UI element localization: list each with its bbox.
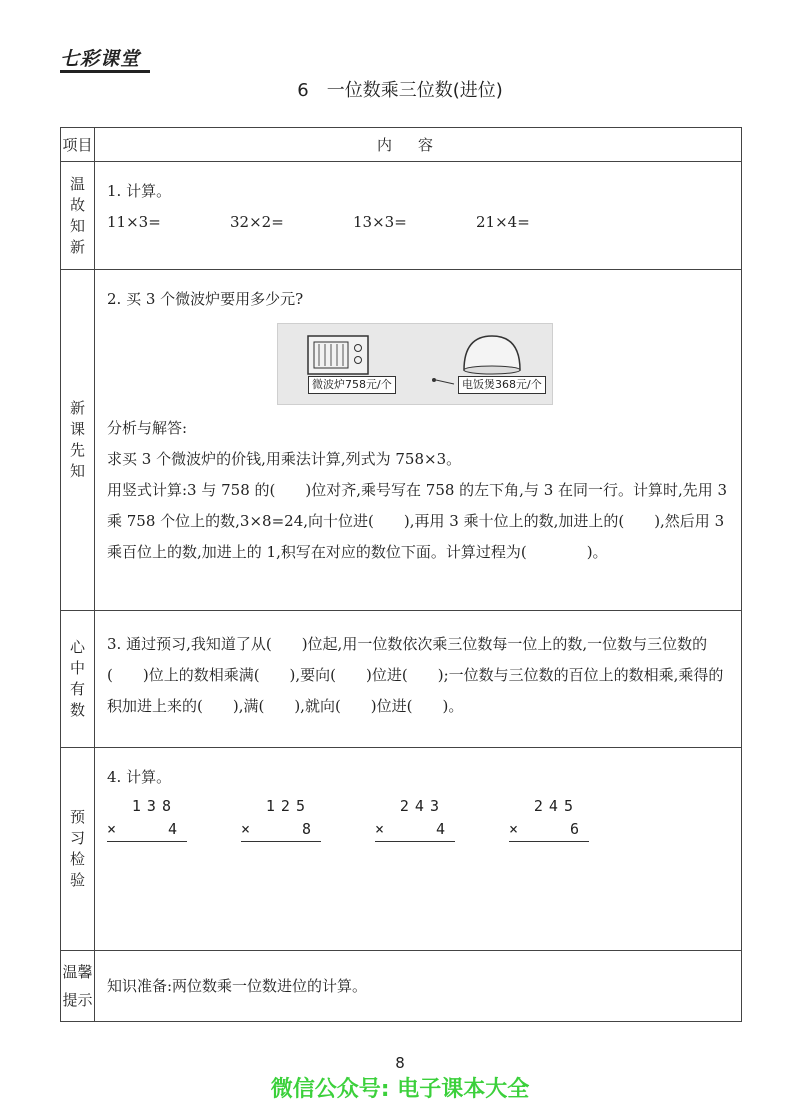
header-content: 内容 xyxy=(95,128,742,162)
vertical-label: 心中有数 xyxy=(69,638,85,719)
multiplier: 4 xyxy=(435,820,445,838)
analysis-line-2: 用竖式计算:3 与 758 的( )位对齐,乘号写在 758 的左下角,与 3 在同一行。计算时,先用 3 乘 758 个位上的数,3×8=24,向十位进( ),再用 3 乘十位上的数,加进上的( ),然后用 3 乘百位上的数,加进上的 1,积写在对应的数位下面。计算过程为( )。 xyxy=(107,481,728,561)
vertical-problem xyxy=(107,795,187,842)
vertical-label: 温故知新 xyxy=(69,174,85,256)
calc-item: 11×3= xyxy=(107,213,161,231)
vertical-problem xyxy=(509,795,589,842)
tip-text: 知识准备:两位数乘一位数进位的计算。 xyxy=(107,976,368,995)
check-content xyxy=(95,748,742,951)
row-tip xyxy=(61,951,742,1022)
watermark: 微信公众号: 电子课本大全 xyxy=(270,1077,530,1102)
analysis-line-1: 求买 3 个微波炉的价钱,用乘法计算,列式为 758×3。 xyxy=(107,450,462,468)
appliance-figure xyxy=(277,323,553,405)
multiplicand: 138 xyxy=(131,797,177,815)
worksheet-table xyxy=(60,127,742,1022)
vertical-problem xyxy=(241,795,321,842)
row-label-check xyxy=(61,748,95,951)
row-label-new-lesson xyxy=(61,270,95,611)
vertical-problem xyxy=(375,795,455,842)
row-label-review xyxy=(61,162,95,270)
row-label-summary xyxy=(61,611,95,748)
calc-item: 13×3= xyxy=(353,213,407,231)
brand-underline xyxy=(60,70,150,73)
analysis-title: 分析与解答: xyxy=(107,419,188,437)
summary-content xyxy=(95,611,742,748)
tip-content xyxy=(95,951,742,1022)
table-header-row xyxy=(61,128,742,162)
page-title: 6 一位数乘三位数(进位) xyxy=(297,80,503,101)
question-2: 2. 买 3 个微波炉要用多少元? xyxy=(107,290,304,308)
calc-item: 32×2= xyxy=(230,213,284,231)
times-sign: × xyxy=(107,820,117,838)
header-project: 项目 xyxy=(61,128,95,162)
review-content xyxy=(95,162,742,270)
multiplicand: 243 xyxy=(399,797,445,815)
question-3: 3. 通过预习,我知道了从( )位起,用一位数依次乘三位数每一位上的数,一位数与三位数的( )位上的数相乘满( ),要向( )位进( );一位数与三位数的百位上的数相乘,乘得的积加进上来的( ),满( ),就向( )位进( )。 xyxy=(107,635,724,715)
calc-line xyxy=(107,207,729,238)
vertical-problems xyxy=(107,795,729,842)
multiplier: 4 xyxy=(167,820,177,838)
brand-logo xyxy=(60,44,150,70)
microwave-price-tag: 微波炉758元/个 xyxy=(308,376,396,394)
multiplicand: 245 xyxy=(533,797,579,815)
vertical-label: 温馨提示 xyxy=(62,963,93,1009)
question-4: 4. 计算。 xyxy=(107,768,172,786)
multiplicand: 125 xyxy=(265,797,311,815)
times-sign: × xyxy=(509,820,519,838)
vertical-label: 新课先知 xyxy=(69,399,85,480)
row-new-lesson xyxy=(61,270,742,611)
calc-item: 21×4= xyxy=(476,213,530,231)
row-review xyxy=(61,162,742,270)
multiplier: 6 xyxy=(569,820,579,838)
multiplier: 8 xyxy=(301,820,311,838)
row-summary xyxy=(61,611,742,748)
question-1: 1. 计算。 xyxy=(107,182,172,200)
times-sign: × xyxy=(241,820,251,838)
cooker-price-tag: 电饭煲368元/个 xyxy=(458,376,546,394)
new-lesson-content xyxy=(95,270,742,611)
row-check xyxy=(61,748,742,951)
brand-text: 七彩课堂 xyxy=(60,48,141,70)
page-number: 8 xyxy=(395,1054,405,1072)
times-sign: × xyxy=(375,820,385,838)
vertical-label: 预习检验 xyxy=(69,808,85,889)
row-label-tip xyxy=(61,951,95,1022)
